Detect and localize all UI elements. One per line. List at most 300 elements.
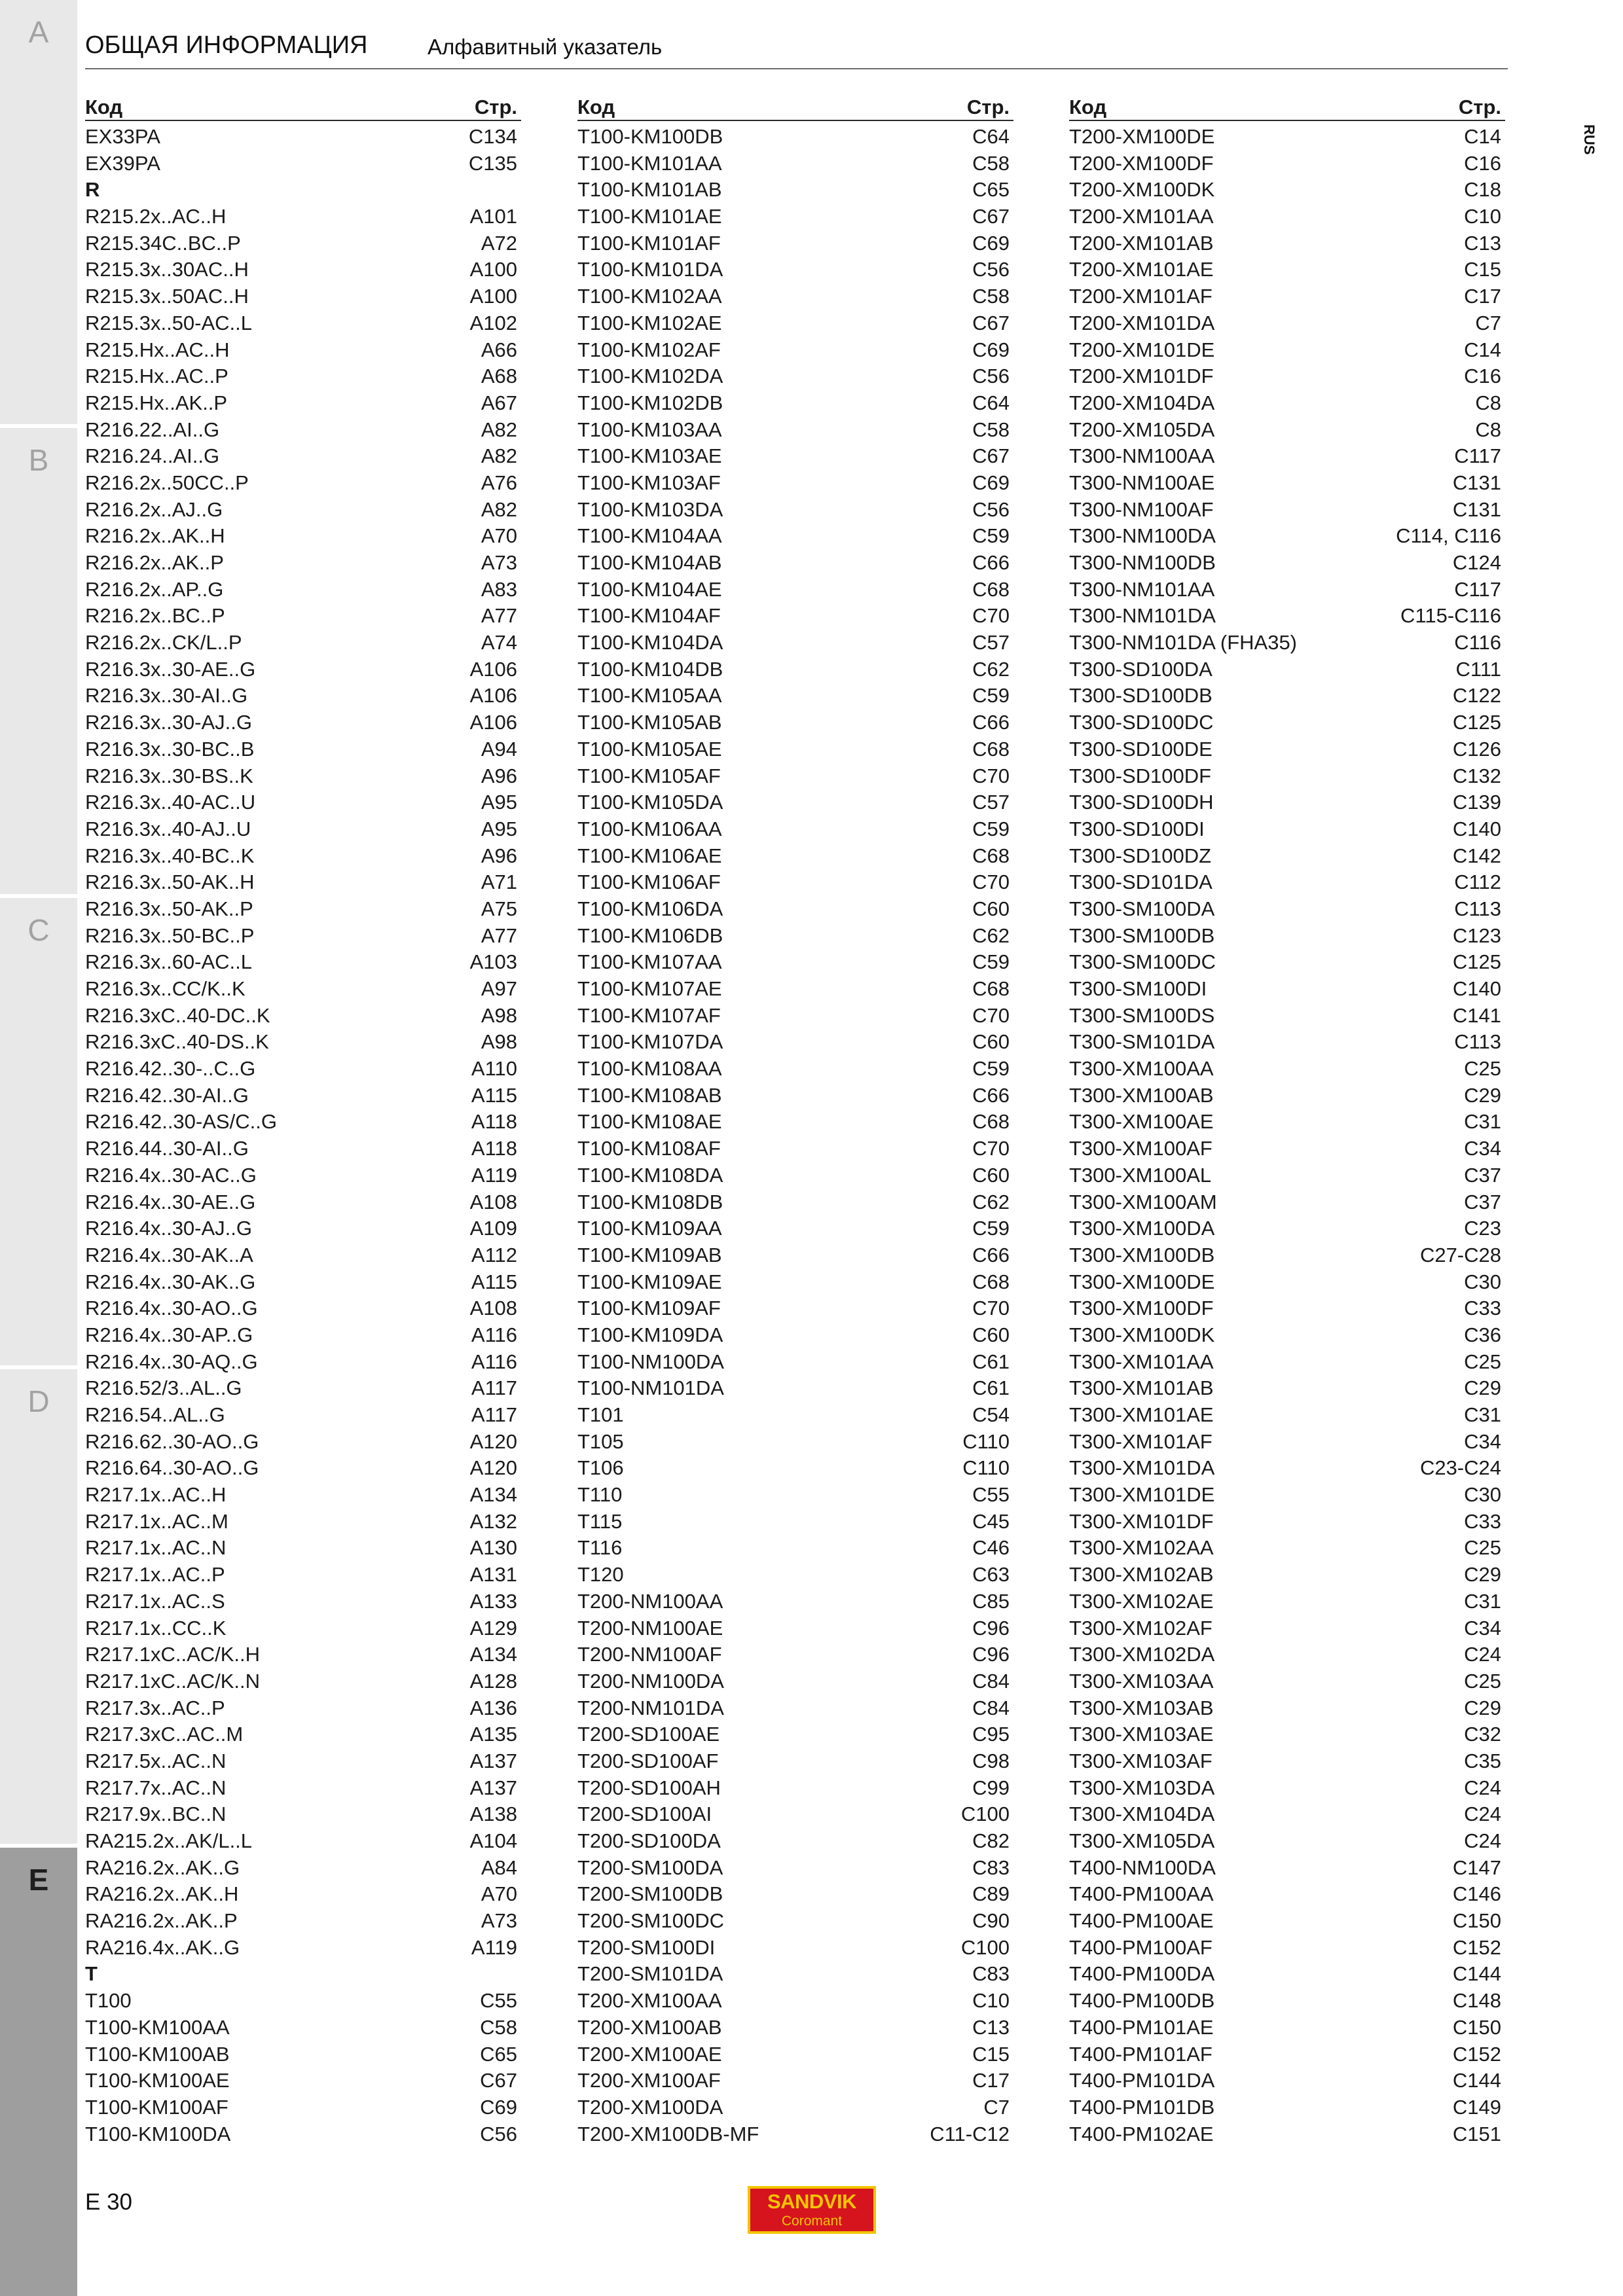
entry-page[interactable]: C29 xyxy=(1464,1696,1501,1719)
entry-page[interactable]: A74 xyxy=(481,631,517,655)
entry-page[interactable]: A133 xyxy=(469,1589,517,1613)
entry-page[interactable]: C144 xyxy=(1452,1962,1501,1986)
entry-page[interactable]: C113 xyxy=(1454,897,1501,920)
entry-page[interactable]: C146 xyxy=(1452,1882,1501,1906)
entry-page[interactable]: C65 xyxy=(972,178,1010,202)
index-entry xyxy=(85,1429,521,1456)
entry-page[interactable]: A128 xyxy=(469,1669,517,1693)
entry-page[interactable]: C59 xyxy=(972,1217,1010,1240)
entry-page[interactable]: C35 xyxy=(1464,1749,1501,1772)
entry-page[interactable]: C95 xyxy=(972,1723,1010,1746)
entry-page[interactable]: C69 xyxy=(972,338,1010,361)
entry-page[interactable]: C62 xyxy=(972,657,1010,681)
entry-page[interactable]: C116 xyxy=(1454,631,1501,655)
entry-page[interactable]: A82 xyxy=(481,497,517,521)
entry-page[interactable]: A100 xyxy=(469,258,517,281)
entry-page[interactable]: C23 xyxy=(1464,1217,1501,1240)
entry-page[interactable]: C56 xyxy=(480,2122,517,2145)
page-header: Стр. xyxy=(966,96,1010,118)
entry-page[interactable]: C62 xyxy=(972,1190,1010,1213)
letter-heading xyxy=(85,177,521,204)
entry-page[interactable]: A115 xyxy=(471,1083,517,1107)
entry-page[interactable]: C85 xyxy=(972,1589,1010,1613)
entry-page[interactable]: C29 xyxy=(1464,1563,1501,1587)
entry-page[interactable]: C29 xyxy=(1464,1083,1501,1107)
entry-page[interactable]: A119 xyxy=(471,1163,517,1187)
index-entry xyxy=(577,2121,1013,2148)
index-entry xyxy=(577,1455,1013,1482)
entry-page[interactable]: C66 xyxy=(972,1243,1010,1266)
entry-code: T100-KM101AA xyxy=(577,151,722,175)
entry-page[interactable]: C14 xyxy=(1464,125,1501,148)
entry-code: T100-KM108AE xyxy=(577,1110,722,1134)
tab-d[interactable] xyxy=(0,1365,77,1844)
entry-code: T200-XM101DF xyxy=(1069,365,1214,388)
entry-page[interactable]: C147 xyxy=(1452,1856,1501,1879)
entry-page[interactable]: C123 xyxy=(1452,924,1501,947)
entry-page[interactable]: C70 xyxy=(972,870,1010,894)
entry-page[interactable]: A118 xyxy=(471,1110,517,1134)
index-entry xyxy=(85,2041,521,2068)
entry-page[interactable]: C24 xyxy=(1464,1829,1501,1852)
entry-page[interactable]: C67 xyxy=(480,2069,517,2092)
entry-page[interactable]: C31 xyxy=(1464,1110,1501,1134)
entry-page[interactable]: C69 xyxy=(480,2095,517,2119)
entry-page[interactable]: A102 xyxy=(469,311,517,334)
entry-page[interactable]: C140 xyxy=(1452,817,1501,840)
entry-page[interactable]: C7 xyxy=(983,2095,1010,2119)
index-entry xyxy=(1069,417,1505,444)
entry-page[interactable]: C68 xyxy=(972,737,1010,761)
entry-page[interactable]: C68 xyxy=(972,1110,1010,1134)
entry-page[interactable]: C131 xyxy=(1452,497,1501,521)
entry-code: T100-KM104AE xyxy=(577,577,722,601)
entry-page[interactable]: C83 xyxy=(972,1856,1010,1879)
index-entry xyxy=(85,736,521,763)
entry-page[interactable]: C66 xyxy=(972,1083,1010,1107)
tab-a[interactable] xyxy=(0,0,77,424)
entry-code: T100-KM101AE xyxy=(577,205,722,228)
entry-page[interactable]: C32 xyxy=(1464,1723,1501,1746)
index-entry xyxy=(577,1136,1013,1162)
entry-page[interactable]: C25 xyxy=(1464,1057,1501,1081)
entry-page[interactable]: A94 xyxy=(481,737,517,761)
entry-page[interactable]: A112 xyxy=(471,1243,517,1266)
index-entry xyxy=(1069,1215,1505,1242)
entry-page[interactable]: C69 xyxy=(972,471,1010,494)
entry-page[interactable]: C63 xyxy=(972,1563,1010,1587)
entry-page[interactable]: C7 xyxy=(1475,311,1501,334)
entry-page[interactable]: A115 xyxy=(471,1270,517,1293)
index-entry xyxy=(1069,1455,1505,1482)
entry-page[interactable]: C112 xyxy=(1454,870,1501,894)
entry-page[interactable]: C126 xyxy=(1452,737,1501,761)
entry-page[interactable]: C8 xyxy=(1475,418,1501,441)
index-entry xyxy=(85,1269,521,1296)
entry-page[interactable]: A138 xyxy=(469,1803,517,1826)
entry-page[interactable]: C140 xyxy=(1452,977,1501,1000)
entry-page[interactable]: C55 xyxy=(480,1989,517,2013)
entry-page[interactable]: C68 xyxy=(972,844,1010,867)
entry-page[interactable]: A134 xyxy=(469,1643,517,1666)
entry-page[interactable]: A67 xyxy=(481,391,517,414)
entry-page[interactable]: A73 xyxy=(481,551,517,574)
entry-code: T300-NM100DA xyxy=(1069,524,1216,548)
entry-page[interactable]: C84 xyxy=(972,1669,1010,1693)
entry-code: T100-NM100DA xyxy=(577,1350,724,1373)
entry-page[interactable]: A77 xyxy=(481,604,517,628)
entry-page[interactable]: C54 xyxy=(972,1403,1010,1426)
entry-page[interactable]: A120 xyxy=(469,1456,517,1480)
entry-page[interactable]: C46 xyxy=(972,1536,1010,1560)
entry-page[interactable]: A82 xyxy=(481,444,517,468)
entry-page[interactable]: C68 xyxy=(972,1270,1010,1293)
entry-page[interactable]: A104 xyxy=(469,1829,517,1852)
entry-page[interactable]: C114, C116 xyxy=(1396,524,1501,548)
entry-page[interactable]: C144 xyxy=(1452,2069,1501,2092)
entry-page[interactable]: C99 xyxy=(972,1776,1010,1799)
entry-page[interactable]: C122 xyxy=(1452,684,1501,708)
entry-page[interactable]: C56 xyxy=(972,497,1010,521)
entry-page[interactable]: C67 xyxy=(972,205,1010,228)
index-entry xyxy=(85,2094,521,2121)
entry-page[interactable]: A106 xyxy=(469,657,517,681)
index-entry xyxy=(85,1242,521,1269)
entry-page[interactable]: C37 xyxy=(1464,1163,1501,1187)
entry-page[interactable]: A100 xyxy=(469,285,517,308)
entry-page[interactable]: C60 xyxy=(972,1323,1010,1346)
index-entry xyxy=(85,763,521,790)
entry-page[interactable]: C113 xyxy=(1454,1030,1501,1054)
entry-code: T200-XM100DF xyxy=(1069,151,1214,175)
entry-page[interactable]: C14 xyxy=(1464,338,1501,361)
entry-page[interactable]: A84 xyxy=(481,1856,517,1879)
index-entry xyxy=(1069,763,1505,790)
entry-page[interactable]: C58 xyxy=(972,418,1010,441)
entry-page[interactable]: C68 xyxy=(972,577,1010,601)
entry-page[interactable]: A66 xyxy=(481,338,517,361)
index-entry xyxy=(577,2094,1013,2121)
entry-page[interactable]: C57 xyxy=(972,791,1010,814)
entry-page[interactable]: C59 xyxy=(972,1057,1010,1081)
entry-page[interactable]: C30 xyxy=(1464,1483,1501,1507)
index-entry xyxy=(85,470,521,497)
entry-page[interactable]: A76 xyxy=(481,471,517,494)
entry-page[interactable]: C132 xyxy=(1452,764,1501,787)
entry-page[interactable]: A70 xyxy=(481,524,517,548)
entry-page[interactable]: C82 xyxy=(972,1829,1010,1852)
entry-page[interactable]: C58 xyxy=(972,285,1010,308)
entry-code: R216.3xC..40-DC..K xyxy=(85,1003,270,1027)
index-entry xyxy=(85,523,521,550)
entry-page[interactable]: C16 xyxy=(1464,151,1501,175)
entry-page[interactable]: C125 xyxy=(1452,711,1501,734)
entry-page[interactable]: C61 xyxy=(972,1350,1010,1373)
entry-page[interactable]: C110 xyxy=(962,1429,1010,1453)
entry-page[interactable]: A106 xyxy=(469,711,517,734)
entry-page[interactable]: A136 xyxy=(469,1696,517,1719)
entry-page[interactable]: A129 xyxy=(469,1616,517,1640)
entry-code: T200-SD100AF xyxy=(577,1749,719,1772)
entry-page[interactable]: C100 xyxy=(960,1935,1010,1959)
index-entry xyxy=(577,1828,1013,1855)
entry-page[interactable]: C124 xyxy=(1452,551,1501,574)
entry-page[interactable]: A98 xyxy=(481,1003,517,1027)
entry-code: R216.4x..30-AO..G xyxy=(85,1297,258,1320)
entry-page[interactable]: C66 xyxy=(972,711,1010,734)
index-entry xyxy=(85,124,521,151)
entry-page[interactable]: C150 xyxy=(1452,2015,1501,2039)
entry-page[interactable]: C96 xyxy=(972,1643,1010,1666)
entry-page[interactable]: C149 xyxy=(1452,2095,1501,2119)
entry-code: T100-KM102AF xyxy=(577,338,721,361)
entry-page[interactable]: C23-C24 xyxy=(1419,1456,1501,1480)
entry-page[interactable]: A77 xyxy=(481,924,517,947)
entry-page[interactable]: C151 xyxy=(1452,2122,1501,2145)
entry-page[interactable]: C31 xyxy=(1464,1589,1501,1613)
entry-page[interactable]: C90 xyxy=(972,1909,1010,1933)
entry-page[interactable]: C11-C12 xyxy=(930,2122,1010,2145)
entry-page[interactable]: C70 xyxy=(972,1297,1010,1320)
entry-page[interactable]: A73 xyxy=(481,1909,517,1933)
index-entry xyxy=(577,1083,1013,1109)
entry-page[interactable]: A120 xyxy=(469,1429,517,1453)
entry-page[interactable]: A110 xyxy=(471,1057,517,1081)
entry-page[interactable]: C13 xyxy=(972,2015,1010,2039)
entry-page[interactable]: A109 xyxy=(469,1217,517,1240)
code-header: Код xyxy=(577,96,615,118)
entry-page[interactable]: C96 xyxy=(972,1616,1010,1640)
entry-code: R216.3x..30-AJ..G xyxy=(85,711,253,734)
entry-page[interactable]: C59 xyxy=(972,524,1010,548)
entry-page[interactable]: A117 xyxy=(471,1376,517,1400)
index-entry xyxy=(1069,1695,1505,1722)
section-subtitle: Алфавитный указатель xyxy=(428,35,663,59)
entry-page[interactable]: C70 xyxy=(972,1003,1010,1027)
entry-page[interactable]: C59 xyxy=(972,684,1010,708)
entry-code: T105 xyxy=(577,1429,624,1453)
index-entry xyxy=(577,1961,1013,1988)
entry-code: R216.24..AI..G xyxy=(85,444,220,468)
entry-page[interactable]: C17 xyxy=(1464,285,1501,308)
index-entry xyxy=(85,204,521,230)
entry-page[interactable]: C56 xyxy=(972,365,1010,388)
entry-page[interactable]: C10 xyxy=(972,1989,1010,2013)
index-entry xyxy=(85,1162,521,1189)
entry-page[interactable]: C83 xyxy=(972,1962,1010,1986)
entry-page[interactable]: C17 xyxy=(972,2069,1010,2092)
entry-page[interactable]: C125 xyxy=(1452,950,1501,974)
entry-code: R217.3xC..AC..M xyxy=(85,1723,244,1746)
entry-page[interactable]: A96 xyxy=(481,764,517,787)
entry-page[interactable]: C66 xyxy=(972,551,1010,574)
entry-page[interactable]: C64 xyxy=(972,391,1010,414)
entry-page[interactable]: C68 xyxy=(972,977,1010,1000)
entry-page[interactable]: C27-C28 xyxy=(1419,1243,1501,1266)
tab-e-label: E xyxy=(28,1863,49,1897)
entry-page[interactable]: C61 xyxy=(972,1376,1010,1400)
entry-page[interactable]: C57 xyxy=(972,631,1010,655)
code-header: Код xyxy=(85,96,123,118)
entry-page[interactable]: C33 xyxy=(1464,1297,1501,1320)
index-entry xyxy=(85,390,521,417)
index-entry xyxy=(1069,843,1505,870)
entry-page[interactable]: C117 xyxy=(1454,444,1501,468)
entry-page[interactable]: C24 xyxy=(1464,1776,1501,1799)
entry-page[interactable]: C60 xyxy=(972,1163,1010,1187)
entry-page[interactable]: C25 xyxy=(1464,1536,1501,1560)
entry-page[interactable]: A118 xyxy=(471,1137,517,1160)
index-entry xyxy=(577,283,1013,310)
entry-page[interactable]: A95 xyxy=(481,791,517,814)
entry-page[interactable]: A71 xyxy=(481,870,517,894)
entry-page[interactable]: C139 xyxy=(1452,791,1501,814)
entry-page[interactable]: C152 xyxy=(1452,2042,1501,2066)
entry-code: T100-KM102AA xyxy=(577,285,722,308)
entry-page[interactable]: C16 xyxy=(1464,365,1501,388)
entry-page[interactable]: A68 xyxy=(481,365,517,388)
entry-code: T300-XM100DK xyxy=(1069,1323,1215,1346)
entry-page[interactable]: C135 xyxy=(468,151,517,175)
entry-page[interactable]: C29 xyxy=(1464,1376,1501,1400)
entry-page[interactable]: C70 xyxy=(972,764,1010,787)
entry-code: T200-XM100DA xyxy=(577,2095,723,2119)
entry-code: T300-XM100AE xyxy=(1069,1110,1214,1134)
tab-c[interactable] xyxy=(0,894,77,1365)
entry-page[interactable]: C84 xyxy=(972,1696,1010,1719)
entry-page[interactable]: A95 xyxy=(481,817,517,840)
entry-page[interactable]: A83 xyxy=(481,577,517,601)
entry-page[interactable]: C59 xyxy=(972,950,1010,974)
entry-page[interactable]: A97 xyxy=(481,977,517,1000)
entry-page[interactable]: C56 xyxy=(972,258,1010,281)
entry-page[interactable]: C8 xyxy=(1475,391,1501,414)
entry-page[interactable]: C15 xyxy=(972,2042,1010,2066)
entry-page[interactable]: A137 xyxy=(469,1776,517,1799)
entry-page[interactable]: A106 xyxy=(469,684,517,708)
entry-page[interactable]: A75 xyxy=(481,897,517,920)
entry-page[interactable]: A119 xyxy=(471,1935,517,1959)
entry-page[interactable]: C58 xyxy=(480,2015,517,2039)
entry-code: T300-XM102AE xyxy=(1069,1589,1214,1613)
entry-page[interactable]: A108 xyxy=(469,1297,517,1320)
entry-page[interactable]: C13 xyxy=(1464,231,1501,255)
entry-page[interactable]: C110 xyxy=(962,1456,1010,1480)
entry-page[interactable]: C45 xyxy=(972,1509,1010,1533)
entry-page[interactable]: C59 xyxy=(972,817,1010,840)
entry-page[interactable]: C64 xyxy=(972,125,1010,148)
entry-page[interactable]: C10 xyxy=(1464,205,1501,228)
entry-page[interactable]: C30 xyxy=(1464,1270,1501,1293)
entry-page[interactable]: C65 xyxy=(480,2042,517,2066)
index-entry xyxy=(1069,1535,1505,1562)
index-entry xyxy=(1069,2015,1505,2041)
entry-page[interactable]: C98 xyxy=(972,1749,1010,1772)
entry-page[interactable]: C18 xyxy=(1464,178,1501,202)
entry-page[interactable]: C67 xyxy=(972,311,1010,334)
index-entry xyxy=(85,443,521,470)
entry-page[interactable]: A98 xyxy=(481,1030,517,1054)
entry-page[interactable]: C60 xyxy=(972,1030,1010,1054)
entry-code: T116 xyxy=(577,1536,623,1560)
entry-page[interactable]: A116 xyxy=(471,1350,517,1373)
entry-page[interactable]: C150 xyxy=(1452,1909,1501,1933)
entry-page[interactable]: C142 xyxy=(1452,844,1501,867)
entry-page[interactable]: A108 xyxy=(469,1190,517,1213)
entry-page[interactable]: C15 xyxy=(1464,258,1501,281)
tab-e[interactable] xyxy=(0,1844,77,2296)
entry-page[interactable]: C33 xyxy=(1464,1509,1501,1533)
entry-page[interactable]: A101 xyxy=(469,205,517,228)
entry-page[interactable]: C115-C116 xyxy=(1400,604,1501,628)
entry-page[interactable]: C69 xyxy=(972,231,1010,255)
entry-page[interactable]: C70 xyxy=(972,1137,1010,1160)
entry-page[interactable]: A130 xyxy=(469,1536,517,1560)
entry-page[interactable]: C117 xyxy=(1454,577,1501,601)
entry-page[interactable]: A135 xyxy=(469,1723,517,1746)
entry-page[interactable]: A116 xyxy=(471,1323,517,1346)
entry-page[interactable]: C25 xyxy=(1464,1350,1501,1373)
entry-page[interactable]: C34 xyxy=(1464,1429,1501,1453)
entry-code: T300-XM101AE xyxy=(1069,1403,1214,1426)
entry-page[interactable]: A103 xyxy=(469,950,517,974)
entry-page[interactable]: C131 xyxy=(1452,471,1501,494)
entry-page[interactable]: A131 xyxy=(469,1563,517,1587)
entry-code: T300-NM100AF xyxy=(1069,497,1214,521)
entry-page[interactable]: C100 xyxy=(960,1803,1010,1826)
entry-page[interactable]: A134 xyxy=(469,1483,517,1507)
entry-page[interactable]: A137 xyxy=(469,1749,517,1772)
entry-page[interactable]: C34 xyxy=(1464,1616,1501,1640)
entry-page[interactable]: C62 xyxy=(972,924,1010,947)
entry-page[interactable]: C31 xyxy=(1464,1403,1501,1426)
entry-page[interactable]: C37 xyxy=(1464,1190,1501,1213)
entry-page[interactable]: C24 xyxy=(1464,1643,1501,1666)
entry-page[interactable]: C67 xyxy=(972,444,1010,468)
index-entry xyxy=(577,2015,1013,2041)
entry-page[interactable]: A72 xyxy=(481,231,517,255)
entry-page[interactable]: A117 xyxy=(471,1403,517,1426)
entry-page[interactable]: A132 xyxy=(469,1509,517,1533)
entry-page[interactable]: C58 xyxy=(972,151,1010,175)
entry-page[interactable]: C36 xyxy=(1464,1323,1501,1346)
entry-code: T100-KM100DB xyxy=(577,125,723,148)
entry-page[interactable]: C55 xyxy=(972,1483,1010,1507)
entry-page[interactable]: C24 xyxy=(1464,1803,1501,1826)
entry-page[interactable]: A82 xyxy=(481,418,517,441)
entry-page[interactable]: C34 xyxy=(1464,1137,1501,1160)
entry-page[interactable]: C70 xyxy=(972,604,1010,628)
tab-b[interactable] xyxy=(0,424,77,894)
entry-page[interactable]: A70 xyxy=(481,1882,517,1906)
entry-page[interactable]: C148 xyxy=(1452,1989,1501,2013)
index-entry xyxy=(1069,923,1505,950)
entry-page[interactable]: A96 xyxy=(481,844,517,867)
index-entry xyxy=(85,1775,521,1802)
entry-code: R216.4x..30-AC..G xyxy=(85,1163,257,1187)
entry-page[interactable]: C141 xyxy=(1452,1003,1501,1027)
entry-code: T300-XM100DE xyxy=(1069,1270,1215,1293)
entry-page[interactable]: C111 xyxy=(1455,657,1501,681)
entry-page[interactable]: C25 xyxy=(1464,1669,1501,1693)
entry-code: T300-SD100DF xyxy=(1069,764,1212,787)
entry-page[interactable]: C152 xyxy=(1452,1935,1501,1959)
entry-code: T300-NM100AA xyxy=(1069,444,1215,468)
entry-page[interactable]: C134 xyxy=(468,125,517,148)
entry-page[interactable]: C60 xyxy=(972,897,1010,920)
entry-page[interactable]: C89 xyxy=(972,1882,1010,1906)
entry-code: T100-KM104AF xyxy=(577,604,721,628)
